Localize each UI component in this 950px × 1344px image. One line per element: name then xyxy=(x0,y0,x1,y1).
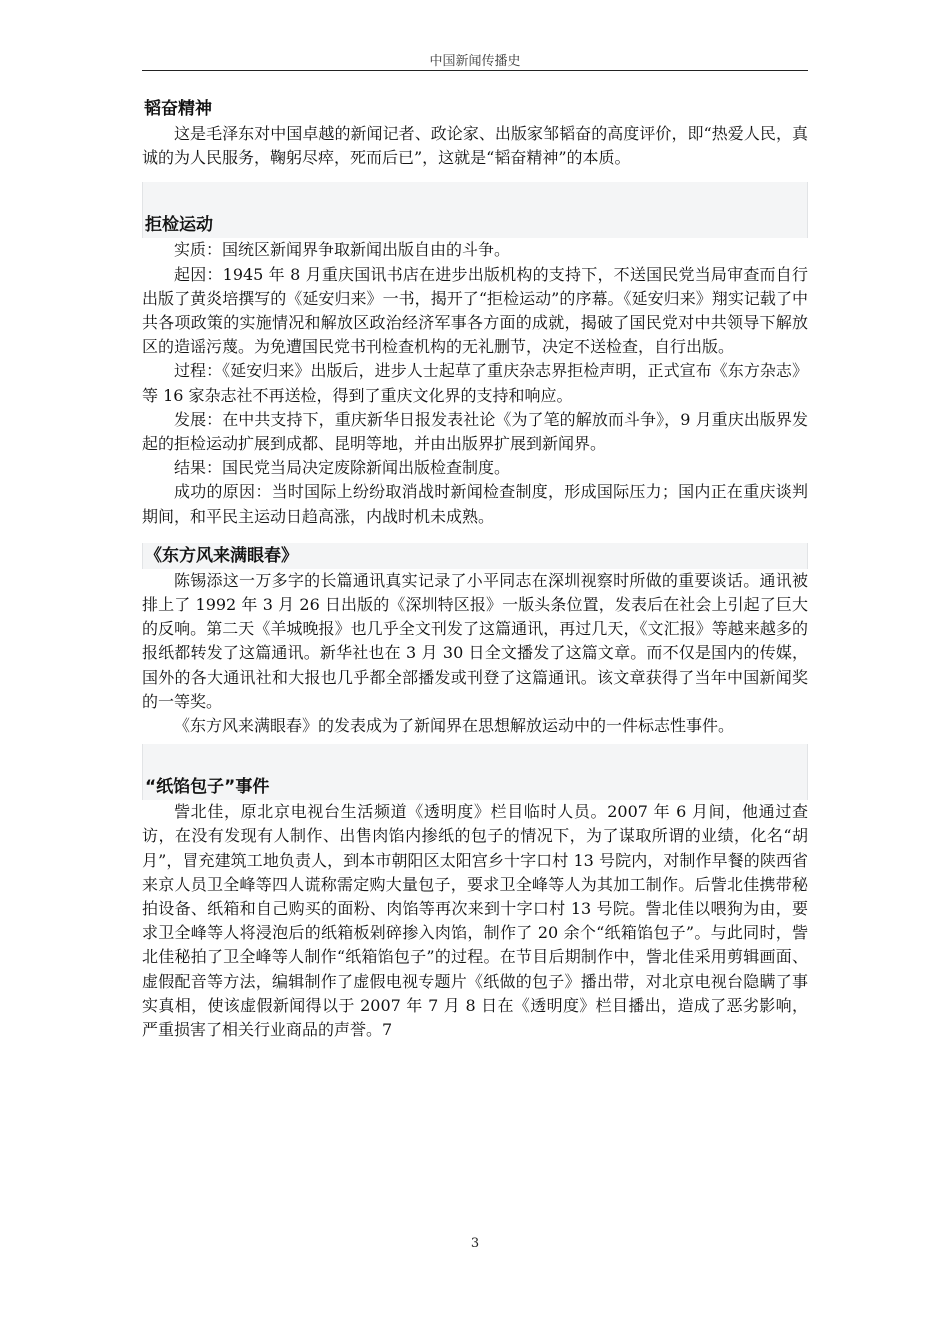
running-header: 中国新闻传播史 xyxy=(429,54,521,69)
paragraph: 发展：在中共支持下，重庆新华日报发表社论《为了笔的解放而斗争》，9 月重庆出版界发起的拒检运动扩展到成都、昆明等地，并由出版界扩展到新闻界。 xyxy=(142,409,808,454)
paragraph: 过程：《延安归来》出版后，进步人士起草了重庆杂志界拒检声明，正式宣布《东方杂志》等 16 家杂志社不再送检，得到了重庆文化界的支持和响应。 xyxy=(142,361,808,405)
paragraph: 这是毛泽东对中国卓越的新闻记者、政论家、出版家邹韬奋的高度评价，即“热爱人民，真诚的为人民服务，鞠躬尽瘁，死而后已”，这就是“韬奋精神”的本质。 xyxy=(142,124,808,168)
page-content xyxy=(142,96,808,1042)
section-dongfang-fenglai xyxy=(142,569,808,738)
section-title: “纸馅包子”事件 xyxy=(145,777,270,798)
section-title: 拒检运动 xyxy=(145,215,213,236)
paragraph: 《东方风来满眼春》的发表成为了新闻界在思想解放运动中的一件标志性事件。 xyxy=(174,716,735,736)
section-title-box xyxy=(142,543,808,569)
paragraph: 陈锡添这一万多字的长篇通讯真实记录了小平同志在深圳视察时所做的重要谈话。通讯被排上了 1992 年 3 月 26 日出版的《深圳特区报》一版头条位置，发表后在社会上引起了巨大的反响。第二天《羊城晚报》也几乎全文刊发了这篇通讯，再过几天，《文汇报》等越来越多的报纸都转发了这篇通讯。新华社也在 3 月 30 日全文播发了这篇文章。而不仅是国内的传媒，国外的各大通讯社和大报也几乎都全部播发或刊登了这篇通讯。该文章获得了当年中国新闻奖的一等奖。 xyxy=(142,570,808,711)
paragraph: 实质：国统区新闻界争取新闻出版自由的斗争。 xyxy=(174,240,511,260)
header-rule xyxy=(142,70,808,71)
paragraph: 訾北佳，原北京电视台生活频道《透明度》栏目临时人员。2007 年 6 月间，他通过查访，在没有发现有人制作、出售肉馅内掺纸的包子的情况下，为了谋取所谓的业绩，化名“胡月”，冒充建筑工地负责人，到本市朝阳区太阳宫乡十字口村 13 号院内，对制作早餐的陕西省来京人员卫全峰等四人谎称需定购大量包子，要求卫全峰等人为其加工制作。后訾北佳携带秘拍设备、纸箱和自己购买的面粉、肉馅等再次来到十字口村 13 号院。訾北佳以喂狗为由，要求卫全峰等人将浸泡后的纸箱板剁碎掺入肉馅，制作了 20 余个“纸箱馅包子”。与此同时，訾北佳秘拍了卫全峰等人制作“纸箱馅包子”的过程。在节目后期制作中，訾北佳采用剪辑画面、虚假配音等方法，编辑制作了虚假电视专题片《纸做的包子》播出带，对北京电视台隐瞒了事实真相，使该虚假新闻得以于 2007 年 7 月 8 日在《透明度》栏目播出，造成了恶劣影响，严重损害了相关行业商品的声誉。7 xyxy=(142,802,808,1040)
section-title-box xyxy=(142,212,808,238)
page-number: 3 xyxy=(470,1236,480,1251)
paragraph: 成功的原因：当时国际上纷纷取消战时新闻检查制度，形成国际压力；国内正在重庆谈判期间，和平民主运动日趋高涨，内战时机未成熟。 xyxy=(142,482,808,526)
section-paper-bun-incident xyxy=(142,800,808,1042)
section-divider-box xyxy=(142,744,808,774)
section-title: 韬奋精神 xyxy=(144,99,212,119)
section-anti-censorship xyxy=(142,238,808,528)
section-title-box xyxy=(142,774,808,800)
paragraph: 起因：1945 年 8 月重庆国讯书店在进步出版机构的支持下，不送国民党当局审查而自行出版了黄炎培撰写的《延安归来》一书，揭开了“拒检运动”的序幕。《延安归来》翔实记载了中共各项政策的实施情况和解放区政治经济军事各方面的成就，揭破了国民党对中共领导下解放区的造谣污蔑。为免遭国民党书刊检查机构的无礼删节，决定不送检查，自行出版。 xyxy=(142,264,808,357)
paragraph: 结果：国民党当局决定废除新闻出版检查制度。 xyxy=(174,458,511,478)
section-divider-box xyxy=(142,182,808,212)
section-taofen-spirit xyxy=(142,96,808,170)
spacer xyxy=(142,529,808,543)
section-title: 《东方风来满眼春》 xyxy=(145,545,298,566)
